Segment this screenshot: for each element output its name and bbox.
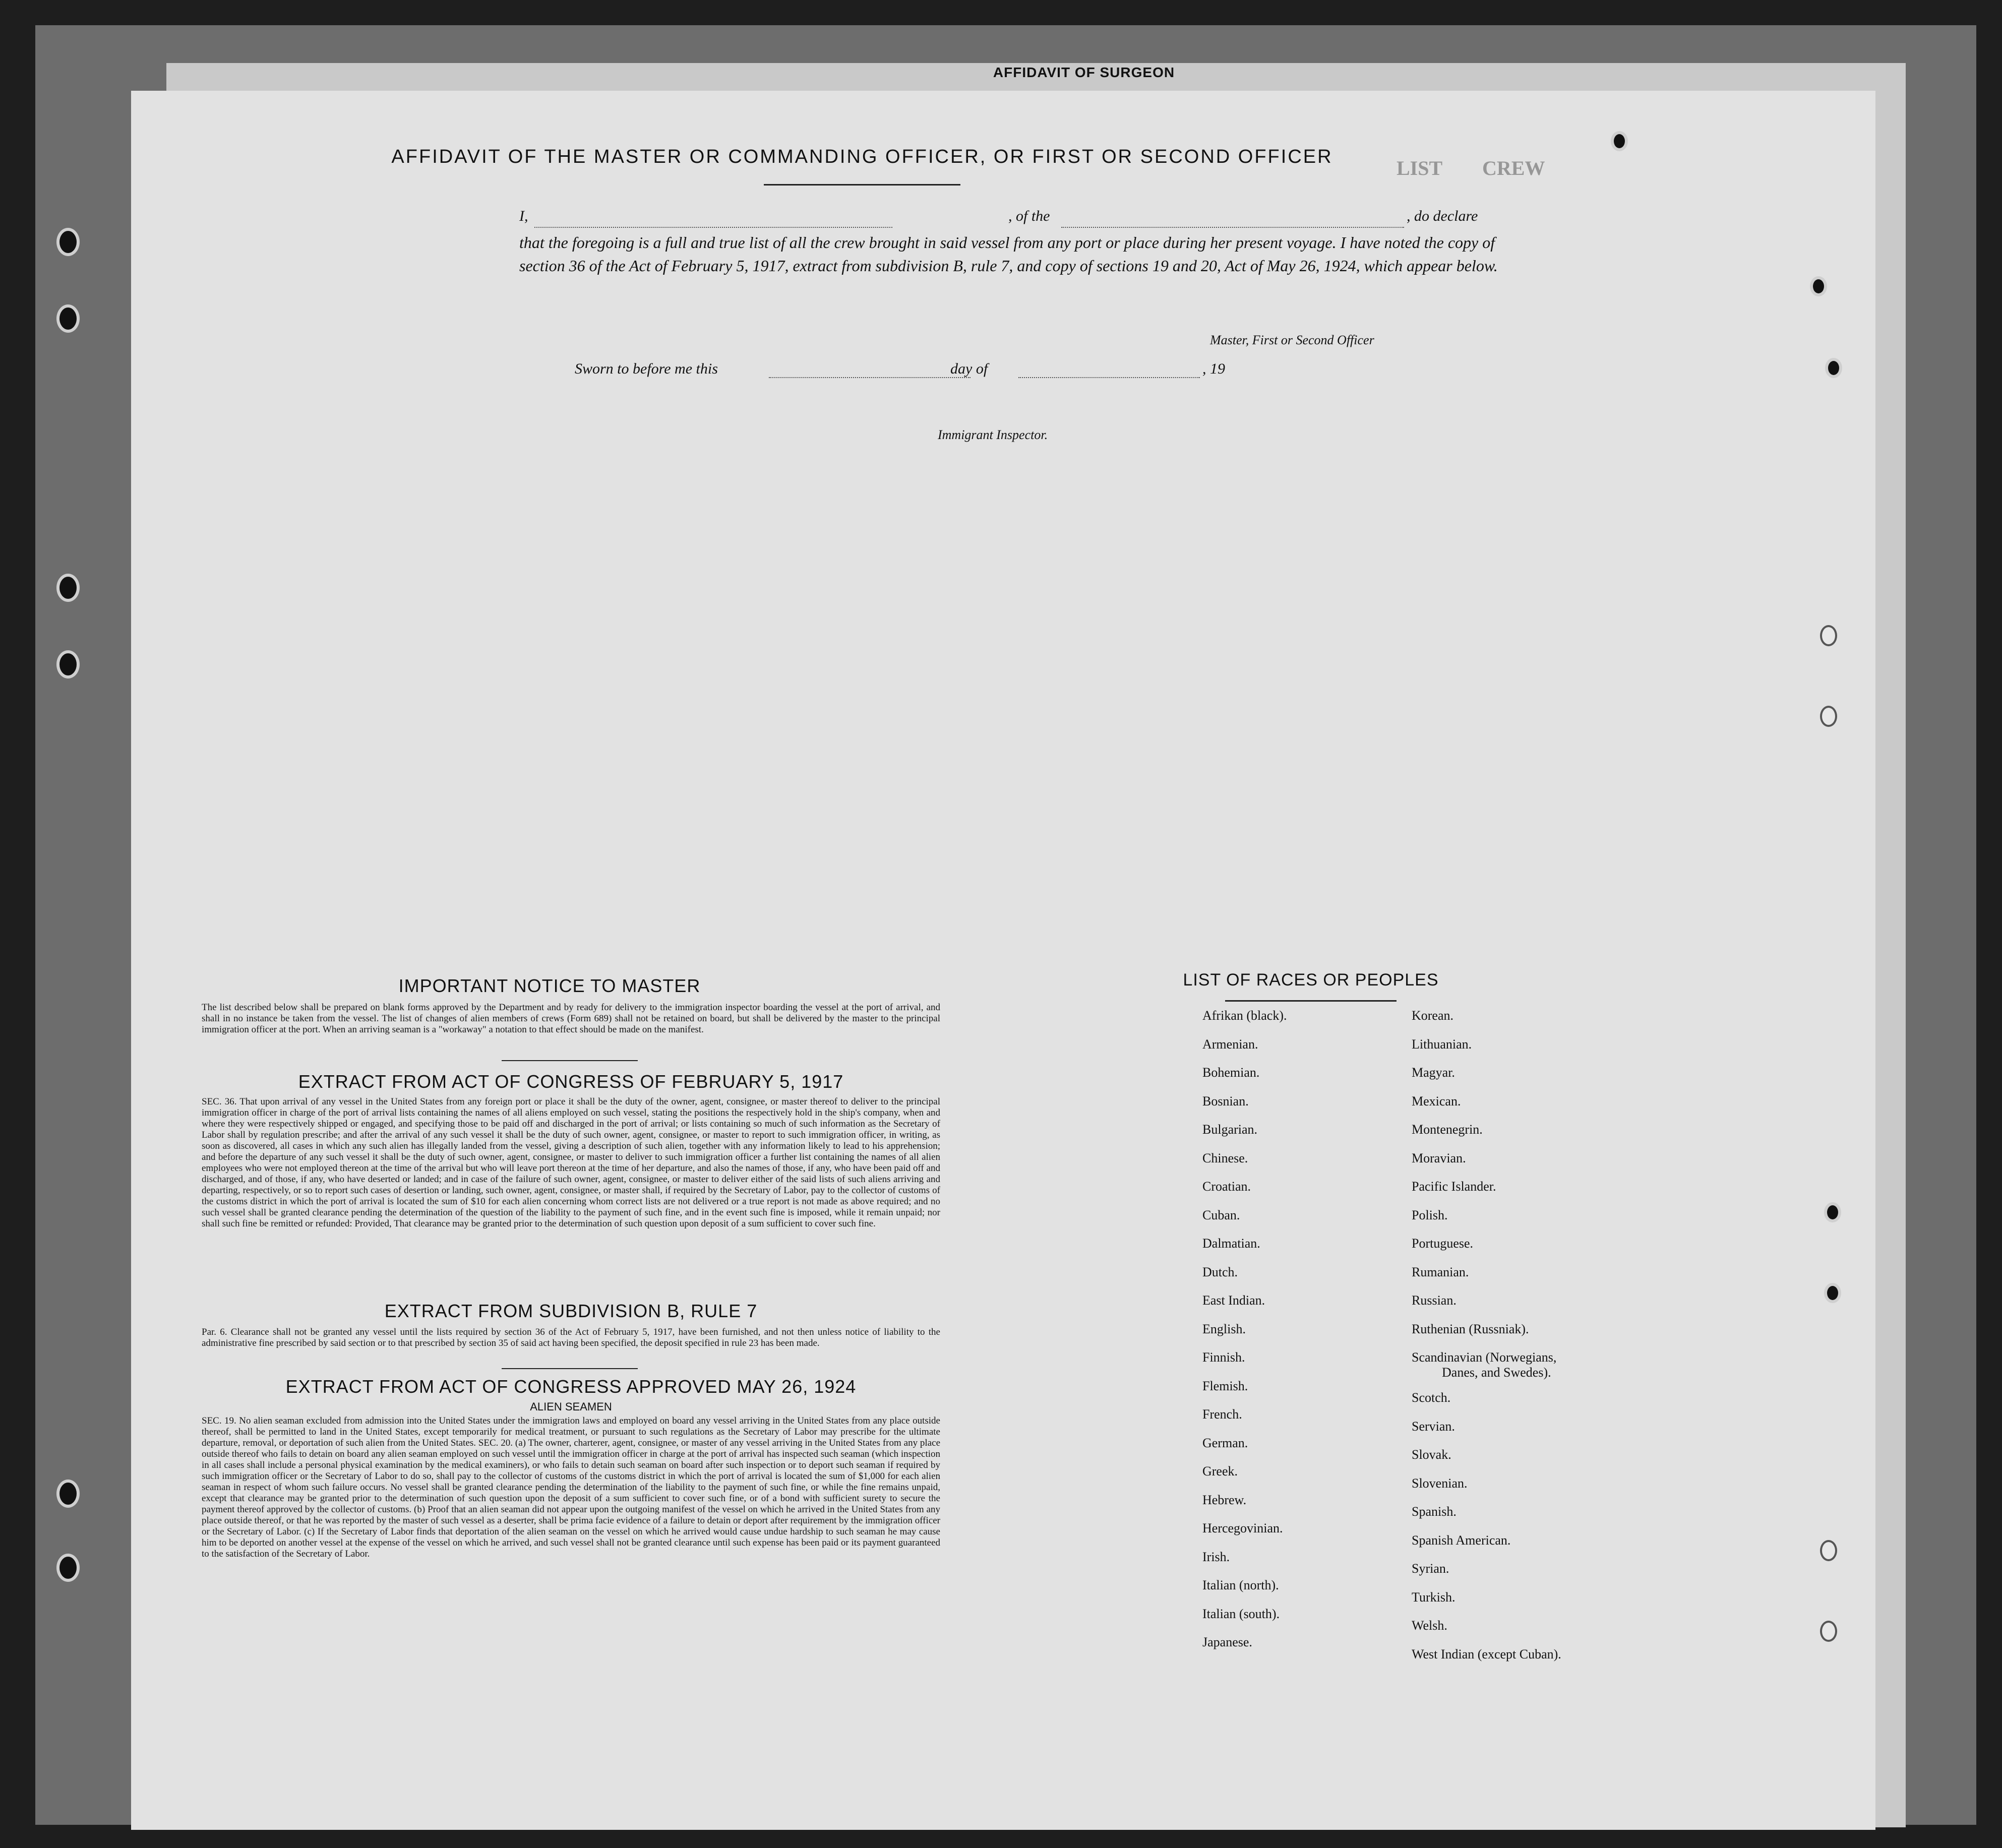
binder-hole [56, 574, 80, 602]
extract-1924-body: SEC. 19. No alien seaman excluded from admission into the United States under the immigration laws and employed on board any vessel arriving in the United States from any place outside thereof, shall be permitted to land in the United States, except temporarily for medical treatment, or pursuant to such regulations as the Secretary of Labor may prescribe for the ultimate departure, removal, or deportation of such alien from the United States. SEC. 20. (a) The owner, charterer, agent, consignee, or master of any vessel arriving in the United States from any place outside thereof who fails to detain on board any alien seaman employed on such vessel until the immigration officer in charge at the port of arrival has inspected such seaman (which inspection in all cases shall include a personal physical examination by the medical examiners), or who fails to detain such seaman on board after such inspection or to deport such seaman if required by such immigration officer or the Secretary of Labor to do so, shall pay to the collector of customs of the customs district in which the port of arrival is located the sum of $1,000 for each alien seaman in respect of whom such failure occurs. No vessel shall be granted clearance pending the determination of the liability to the payment of such fine, or while the fine remains unpaid, except that clearance may be granted prior to the determination of such question upon the deposit of a sum sufficient to cover such fine, or of a bond with sufficient surety to secure the payment thereof approved by the collector of customs. (b) Proof that an alien seaman did not appear upon the outgoing manifest of the vessel on which he arrived in the United States from any place outside thereof, or that he was reported by the master of such vessel as a deserter, shall be prima facie evidence of a failure to detain or deport after requirement by the immigration officer or the Secretary of Labor. (c) If the Secretary of Labor finds that deportation of the alien seaman on the vessel on which he arrived would cause undue hardship to such seaman he may cause him to be deported on another vessel at the expense of the vessel on which he arrived, and such vessel shall not be granted clearance until such expense has been paid or its payment guaranteed to the satisfaction of the Secretary of Labor. [202, 1415, 940, 1559]
race-item: Ruthenian (Russniak). [1412, 1321, 1529, 1336]
punch-mark [1824, 1283, 1841, 1303]
affidavit-i: I, [519, 208, 528, 224]
race-item: Bulgarian. [1202, 1122, 1258, 1137]
race-item: Dalmatian. [1202, 1236, 1260, 1251]
races-title: LIST OF RACES OR PEOPLES [1183, 970, 1439, 990]
affidavit-title: AFFIDAVIT OF THE MASTER OR COMMANDING OFFICER, OR FIRST OR SECOND OFFICER [391, 146, 1333, 167]
race-item: German. [1202, 1435, 1248, 1450]
year-label: , 19 [1202, 360, 1225, 377]
binder-hole [56, 304, 80, 333]
binder-hole [56, 1554, 80, 1582]
race-item: Magyar. [1412, 1065, 1455, 1080]
extract-1917-body: SEC. 36. That upon arrival of any vessel in the United States from any foreign port or place it shall be the duty of the owner, agent, consignee, or master thereof to deliver to the principal immigration officer in charge of the port of arrival lists containing the names of all aliens employed on such vessel, stating the positions the respectively hold in the ship's company, when and where they were respectively shipped or engaged, and specifying those to be paid off and discharged in the port of arrival; or lists containing so much of such information as the Secretary of Labor shall by regulation prescribe; and after the arrival of any such vessel it shall be the duty of such owner, agent, consignee, or master to report to such immigration officer, in writing, as soon as discovered, all cases in which any such alien has illegally landed from the vessel, giving a description of such alien, together with any information likely to lead to his apprehension; and before the departure of any such vessel it shall be the duty of such owner, agent, consignee, or master to deliver to such immigration officer a further list containing the names of all alien employees who were not employed thereon at the time of the arrival but who will leave port thereon at the time of her departure, and also the names of those, if any, who have been paid off and discharged, and of those, if any, who have deserted or landed; and in case of the failure of such owner, agent, consignee, or master to deliver either of the said lists of such aliens arriving and departing, respectively, or so to report such cases of desertion or landing, such owner, agent, consignee, or master shall, if required by the Secretary of Labor, pay to the collector of customs of the customs district in which the port of arrival is located the sum of $10 for each alien concerning whom correct lists are not delivered or a true report is not made as above required; and no such vessel shall be granted clearance pending the determination of the question of the liability to the payment of such fine, and in the event such fine is imposed, while it remain unpaid; nor shall such fine be remitted or refunded: Provided, That clearance may be granted prior to the determination of such question upon deposit of a sum sufficient to cover such fine. [202, 1096, 940, 1229]
master-signature-label: Master, First or Second Officer [1210, 333, 1374, 347]
bleed-through-text: LIST [1397, 157, 1443, 179]
affidavit-declare: , do declare [1407, 208, 1478, 224]
punch-mark [1824, 1202, 1841, 1222]
race-item: Scotch. [1412, 1390, 1451, 1405]
race-item: Servian. [1412, 1419, 1455, 1434]
binder-hole [56, 228, 80, 256]
race-item: Spanish American. [1412, 1532, 1511, 1548]
punch-mark [1820, 706, 1837, 727]
race-item: Flemish. [1202, 1378, 1248, 1393]
race-item: Italian (south). [1202, 1606, 1280, 1621]
punch-mark [1810, 276, 1827, 296]
bleed-through-text: CREW [1482, 157, 1545, 179]
races-left-column [1202, 1008, 1287, 1664]
punch-mark [1820, 1540, 1837, 1561]
race-item: Afrikan (black). [1202, 1008, 1287, 1023]
race-item: Scandinavian (Norwegians, [1412, 1350, 1557, 1365]
punch-mark [1825, 358, 1842, 378]
race-item: Montenegrin. [1412, 1122, 1483, 1137]
section-rule [502, 1368, 638, 1369]
race-item: Italian (north). [1202, 1578, 1279, 1592]
race-item: Russian. [1412, 1293, 1457, 1308]
race-item: West Indian (except Cuban). [1412, 1646, 1561, 1661]
race-item: Spanish. [1412, 1504, 1457, 1519]
extract-1917-title: EXTRACT FROM ACT OF CONGRESS OF FEBRUARY 5, 1917 [298, 1071, 844, 1092]
race-item: Portuguese. [1412, 1236, 1474, 1251]
race-item: Chinese. [1202, 1150, 1248, 1165]
race-item: French. [1202, 1407, 1242, 1422]
sworn-label: Sworn to before me this [575, 360, 718, 377]
punch-mark [1820, 1621, 1837, 1642]
section-rule [502, 1060, 638, 1061]
extract-1924-title: EXTRACT FROM ACT OF CONGRESS APPROVED MAY 26, 1924 [285, 1376, 857, 1397]
extract-1924-subtitle: ALIEN SEAMEN [530, 1400, 612, 1413]
race-item: Japanese. [1202, 1635, 1252, 1649]
notice-body: The list described below shall be prepared on blank forms approved by the Department and by ready for delivery to the immigration inspector boarding the vessel at the port of arrival, and shall in no instance be taken from the vessel. The list of changes of alien members of crews (Form 689) shall not be retained on board, but shall be delivered by the master to the principal immigration officer at the port. When an arriving seaman is a "workaway" a notation to that effect should be made on the manifest. [202, 1002, 940, 1035]
race-item: Moravian. [1412, 1150, 1466, 1165]
extract-rule7-title: EXTRACT FROM SUBDIVISION B, RULE 7 [384, 1301, 758, 1321]
race-item: Hebrew. [1202, 1492, 1247, 1507]
race-item: Mexican. [1412, 1093, 1461, 1108]
sworn-day-blank [769, 377, 970, 378]
race-item: Irish. [1202, 1549, 1230, 1564]
binder-hole [56, 650, 80, 679]
race-item: Armenian. [1202, 1036, 1258, 1052]
race-item: Polish. [1412, 1207, 1448, 1222]
race-item: Dutch. [1202, 1264, 1238, 1279]
race-item: Slovak. [1412, 1447, 1451, 1462]
race-item: Turkish. [1412, 1589, 1455, 1605]
binder-hole [56, 1480, 80, 1508]
race-item: Welsh. [1412, 1618, 1447, 1633]
punch-mark [1820, 625, 1837, 646]
affidavit-body: that the foregoing is a full and true list of all the crew brought in said vessel from any port or place during her present voyage. I have noted the copy of section 36 of the Act of February 5, 1917, extract from subdivision B, rule 7, and copy of sections 19 and 20, Act of May 26, 1924, which appear below. [519, 233, 1498, 275]
vessel-blank [1061, 227, 1404, 228]
race-item: Bosnian. [1202, 1093, 1249, 1108]
race-item: Greek. [1202, 1464, 1238, 1479]
race-item: Croatian. [1202, 1179, 1251, 1194]
race-item: Danes, and Swedes). [1442, 1365, 1551, 1380]
race-item: Korean. [1412, 1008, 1454, 1023]
notice-title: IMPORTANT NOTICE TO MASTER [398, 975, 701, 996]
race-item: East Indian. [1202, 1293, 1265, 1308]
day-of-label: day of [950, 360, 988, 377]
race-item: Lithuanian. [1412, 1036, 1472, 1052]
race-item: Hercegovinian. [1202, 1521, 1283, 1535]
affidavit-of-the: , of the [1008, 208, 1050, 224]
race-item: Slovenian. [1412, 1475, 1468, 1491]
races-right-column [1412, 1008, 1561, 1675]
race-item: Syrian. [1412, 1561, 1449, 1576]
extract-rule7-body: Par. 6. Clearance shall not be granted any vessel until the lists required by section 36 of the Act of February 5, 1917, have been furnished, and not then unless notice of liability to the administrative fine prescribed by said section or to that prescribed by section 35 of said act having been specified, the deposit specified in rule 23 has been made. [202, 1327, 940, 1348]
race-item: Bohemian. [1202, 1065, 1260, 1080]
title-rule [764, 184, 960, 186]
race-item: Pacific Islander. [1412, 1179, 1496, 1194]
races-title-rule [1225, 1000, 1397, 1002]
affidavit-sheet [131, 91, 1875, 1830]
name-blank [534, 227, 892, 228]
month-blank [1018, 377, 1200, 378]
race-item: Cuban. [1202, 1207, 1240, 1222]
race-item: English. [1202, 1321, 1246, 1336]
inspector-signature-label: Immigrant Inspector. [938, 427, 1048, 442]
race-item: Finnish. [1202, 1350, 1245, 1365]
underlying-page-heading: AFFIDAVIT OF SURGEON [993, 65, 1175, 80]
race-item: Rumanian. [1412, 1264, 1469, 1279]
punch-mark [1611, 131, 1628, 151]
